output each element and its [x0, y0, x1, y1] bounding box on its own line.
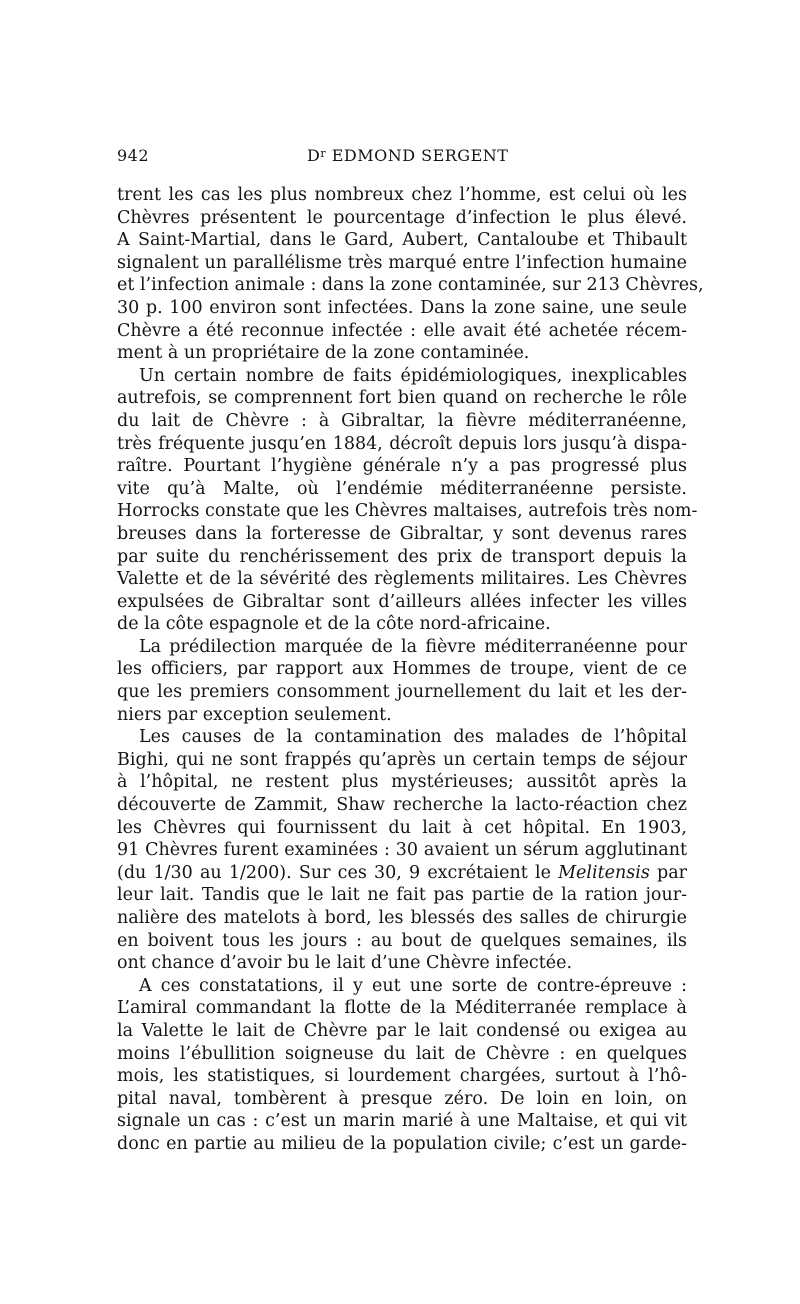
line-text: par suite du renchérissement des prix de transport depuis la — [117, 546, 687, 567]
line-text: Un certain nombre de faits épidémiologiques, inexplicables — [139, 365, 687, 386]
line-text: donc en partie au milieu de la population civile; c’est un garde- — [117, 1133, 687, 1154]
body-text — [117, 184, 704, 1156]
text-line — [117, 410, 687, 433]
text-line — [117, 1020, 687, 1043]
text-line — [117, 862, 687, 885]
text-line — [117, 817, 687, 840]
text-line — [117, 1110, 687, 1133]
line-text: 30 p. 100 environ sont infectées. Dans la zone saine, une seule — [117, 297, 687, 318]
text-line — [117, 749, 687, 772]
text-line — [117, 839, 687, 862]
author-name: EDMOND SERGENT — [331, 146, 509, 165]
text-line — [117, 591, 687, 614]
line-text: (du 1/30 au 1/200). Sur ces 30, 9 excrétaient le — [117, 862, 559, 883]
line-text: expulsées de Gibraltar sont d’ailleurs allées infecter les villes — [117, 591, 687, 612]
text-line — [117, 1043, 687, 1066]
text-line — [117, 207, 687, 230]
running-head — [307, 146, 508, 165]
text-line — [117, 274, 704, 297]
text-line — [117, 1088, 687, 1111]
text-line — [117, 455, 687, 478]
text-line — [117, 433, 687, 456]
line-text: 91 Chèvres furent examinées : 30 avaient un sérum agglutinant — [117, 840, 687, 861]
line-text: du lait de Chèvre : à Gibraltar, la fièvre méditerranéenne, — [117, 410, 687, 431]
line-text: moins l’ébullition soigneuse du lait de Chèvre : en quelques — [117, 1043, 687, 1064]
text-line — [117, 546, 687, 569]
line-text: Les causes de la contamination des malades de l’hôpital — [139, 727, 687, 748]
text-line — [117, 252, 687, 275]
line-text: très fréquente jusqu’en 1884, décroît depuis lors jusqu’à dispa- — [117, 433, 687, 454]
line-text: ment à un propriétaire de la zone contaminée. — [117, 343, 530, 364]
author-prefix: D — [307, 146, 321, 165]
text-line — [117, 1133, 687, 1156]
text-line — [117, 613, 687, 636]
text-line — [117, 523, 687, 546]
text-line — [117, 658, 687, 681]
line-text: à l’hôpital, ne restent plus mystérieuses; aussitôt après la — [117, 772, 687, 793]
text-line — [117, 930, 687, 953]
text-line — [117, 229, 687, 252]
line-text: nalière des matelots à bord, les blessés des salles de chirurgie — [117, 908, 687, 928]
line-text: Horrocks constate que les Chèvres maltaises, autrefois très nom- — [117, 501, 698, 522]
text-line — [117, 297, 687, 320]
line-text: en boivent tous les jours : au bout de quelques semaines, ils — [117, 930, 687, 951]
text-line — [117, 884, 687, 907]
line-text: trent les cas les plus nombreux chez l’homme, est celui où les — [117, 185, 687, 205]
line-text: ont chance d’avoir bu le lait d’une Chèvre infectée. — [117, 953, 573, 974]
text-line — [117, 704, 687, 727]
line-text: de la côte espagnole et de la côte nord-africaine. — [117, 614, 551, 635]
text-line — [117, 478, 687, 501]
italic-term: Melitensis — [558, 862, 650, 883]
line-text: L’amiral commandant la flotte de la Méditerranée remplace à — [117, 998, 687, 1019]
text-line — [117, 726, 687, 749]
line-text: découverte de Zammit, Shaw recherche la lacto-réaction chez — [117, 795, 687, 816]
line-text: leur lait. Tandis que le lait ne fait pas partie de la ration jour- — [117, 885, 687, 906]
line-text: signale un cas : c’est un marin marié à une Maltaise, et qui vit — [117, 1111, 687, 1132]
text-line — [117, 1065, 687, 1088]
line-text-after: par — [649, 862, 687, 883]
line-text: les Chèvres qui fournissent du lait à cet hôpital. En 1903, — [117, 817, 687, 838]
line-text: et l’infection animale : dans la zone contaminée, sur 213 Chèvres, — [117, 275, 704, 296]
line-text: Bighi, qui ne sont frappés qu’après un certain temps de séjour — [117, 749, 687, 770]
line-text: mois, les statistiques, si lourdement chargées, surtout à l’hô- — [117, 1066, 687, 1087]
line-text: A Saint-Martial, dans le Gard, Aubert, Cantaloube et Thibault — [117, 230, 687, 251]
line-text: signalent un parallélisme très marqué entre l’infection humaine — [117, 252, 687, 273]
line-text: niers par exception seulement. — [117, 704, 392, 725]
text-line — [117, 681, 687, 704]
line-text: vite qu’à Malte, où l’endémie méditerranéenne persiste. — [117, 478, 687, 499]
author-sup: r — [320, 147, 327, 160]
line-text: La prédilection marquée de la fièvre méditerranéenne pour — [139, 636, 687, 657]
text-line — [117, 387, 687, 410]
text-line — [117, 975, 687, 998]
text-line — [117, 500, 698, 523]
line-text: autrefois, se comprennent fort bien quand on recherche le rôle — [117, 388, 687, 409]
text-line — [117, 636, 687, 659]
line-text: pital naval, tombèrent à presque zéro. De loin en loin, on — [117, 1088, 687, 1109]
line-text: Chèvre a été reconnue infectée : elle avait été achetée récem- — [117, 320, 687, 341]
text-line — [117, 320, 687, 343]
text-line — [117, 794, 687, 817]
line-text: Chèvres présentent le pourcentage d’infection le plus élevé. — [117, 207, 687, 228]
text-line — [117, 771, 687, 794]
line-text: raître. Pourtant l’hygiène générale n’y a pas progressé plus — [117, 456, 687, 477]
text-line — [117, 365, 687, 388]
line-text: A ces constatations, il y eut une sorte de contre-épreuve : — [139, 975, 687, 996]
text-line — [117, 952, 687, 975]
line-text: Valette et de la sévérité des règlements militaires. Les Chèvres — [117, 569, 687, 590]
text-line — [117, 907, 687, 930]
line-text: les officiers, par rapport aux Hommes de troupe, vient de ce — [117, 659, 687, 680]
page-header — [0, 146, 800, 172]
line-text: breuses dans la forteresse de Gibraltar, y sont devenus rares — [117, 523, 687, 544]
text-line — [117, 184, 687, 207]
text-line — [117, 997, 687, 1020]
line-text: la Valette le lait de Chèvre par le lait condensé ou exigea au — [117, 1020, 687, 1041]
page-number: 942 — [117, 146, 150, 165]
line-text: que les premiers consomment journellement du lait et les der- — [117, 682, 687, 703]
text-line — [117, 342, 687, 365]
text-line — [117, 568, 687, 591]
